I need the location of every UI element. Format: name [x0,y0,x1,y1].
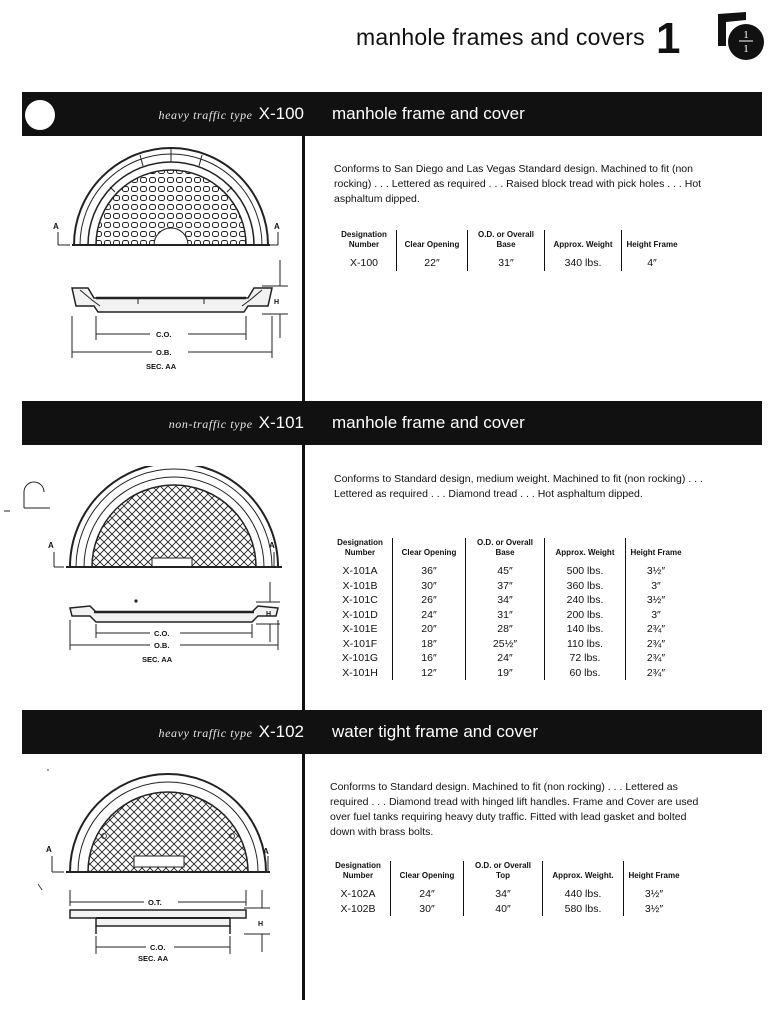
section-title: water tight frame and cover [332,722,538,741]
section-band-x101 [22,401,762,445]
hole-punch-icon [22,96,60,134]
table-row: X-101C 26″ 34″ 240 lbs. 3½″ [328,593,686,608]
model-number: X-100 [258,104,304,123]
drawing-x100 [40,140,302,380]
table-row: X-101F 18″ 25½″ 110 lbs. 2¾″ [328,637,686,652]
section-mark-a: A [46,845,52,854]
section-mark-a: A [48,541,54,550]
col-header: Approx. Weight [545,230,622,256]
col-header: Designation Number [326,861,391,887]
badge-bottom: 1 [743,43,749,55]
section-caption: SEC. AA [146,362,177,371]
table-row: X-101H 12″ 19″ 60 lbs. 2¾″ [328,666,686,681]
section-description: Conforms to Standard design. Machined to fit (non rocking) . . . Lettered as required . . . Diamond tread with hinged lift handles. Frame and Cover are used over fuel tanks requiring heavy duty traffic. Fitted with lead gasket and bolted down with brass bolts. [330,781,699,838]
table-row: X-101B 30″ 37″ 360 lbs. 3″ [328,579,686,594]
dim-co: C.O. [156,330,172,339]
page-title: manhole frames and covers [356,24,645,50]
drawing-x101 [4,466,302,676]
table-row: X-100 22″ 31″ 340 lbs. 4″ [332,256,682,271]
section-mark-a: A [263,847,269,856]
col-header: Height Frame [628,871,680,880]
col-header: Clear Opening [393,538,466,564]
dim-h: H [266,611,272,618]
section-band-x100 [22,92,762,136]
section-description: Conforms to San Diego and Las Vegas Standard design. Machined to fit (non rocking) . . . Lettered as required . . . Raised block tread with pick holes . . . Hot asphaltum dipped. [334,163,702,205]
section-caption: SEC. AA [142,655,173,664]
badge-top: 1 [743,29,749,41]
section-description: Conforms to Standard design, medium weight. Machined to fit (non rocking) . . . Lettered as required . . . Diamond tread . . . Hot asphaltum dipped. [334,473,703,500]
table-row: X-102B 30″ 40″ 580 lbs. 3½″ [326,902,684,917]
dim-ob: O.B. [156,348,172,357]
section-mark-a: A [53,222,59,231]
dim-ot: O.T. [148,898,162,907]
dim-h: H [258,921,264,928]
col-header: Approx. Weight. [543,861,624,887]
section-title: manhole frame and cover [332,104,525,123]
table-row: X-102A 24″ 34″ 440 lbs. 3½″ [326,887,684,902]
section-band-x102 [22,710,762,754]
type-label: non-traffic type [168,417,253,431]
dim-co: C.O. [150,943,166,952]
dim-co: C.O. [154,629,170,638]
dim-ob: O.B. [154,641,170,650]
drawing-x102 [30,764,302,974]
section-title: manhole frame and cover [332,413,525,432]
type-label: heavy traffic type [158,726,253,740]
col-header: Designation Number [332,230,397,256]
section-badge-icon [716,10,764,62]
col-header: Approx. Weight [545,538,626,564]
model-number: X-101 [258,413,304,432]
type-label: heavy traffic type [158,108,253,122]
table-row: X-101D 24″ 31″ 200 lbs. 3″ [328,608,686,623]
spec-table-x100 [332,230,682,271]
section-caption: SEC. AA [138,954,169,963]
spec-table-x101 [328,538,686,680]
table-row: X-101E 20″ 28″ 140 lbs. 2¾″ [328,622,686,637]
col-header: Clear Opening [397,230,468,256]
table-row: X-101G 16″ 24″ 72 lbs. 2¾″ [328,651,686,666]
section-mark-a: A [269,541,275,550]
col-header: O.D. or Overall Top [464,861,543,887]
col-header: Height Frame [626,240,678,249]
section-number: 1 [656,14,681,63]
col-header: Height Frame [630,548,682,557]
spec-table-x102 [326,861,684,916]
model-number: X-102 [258,722,304,741]
table-row: X-101A 36″ 45″ 500 lbs. 3½″ [328,564,686,579]
dim-h: H [274,299,280,306]
section-mark-a: A [274,222,280,231]
col-header: O.D. or Overall Base [466,538,545,564]
col-header: Designation Number [328,538,393,564]
col-header: O.D. or Overall Base [468,230,545,256]
column-divider [302,92,305,1000]
col-header: Clear Opening [391,861,464,887]
